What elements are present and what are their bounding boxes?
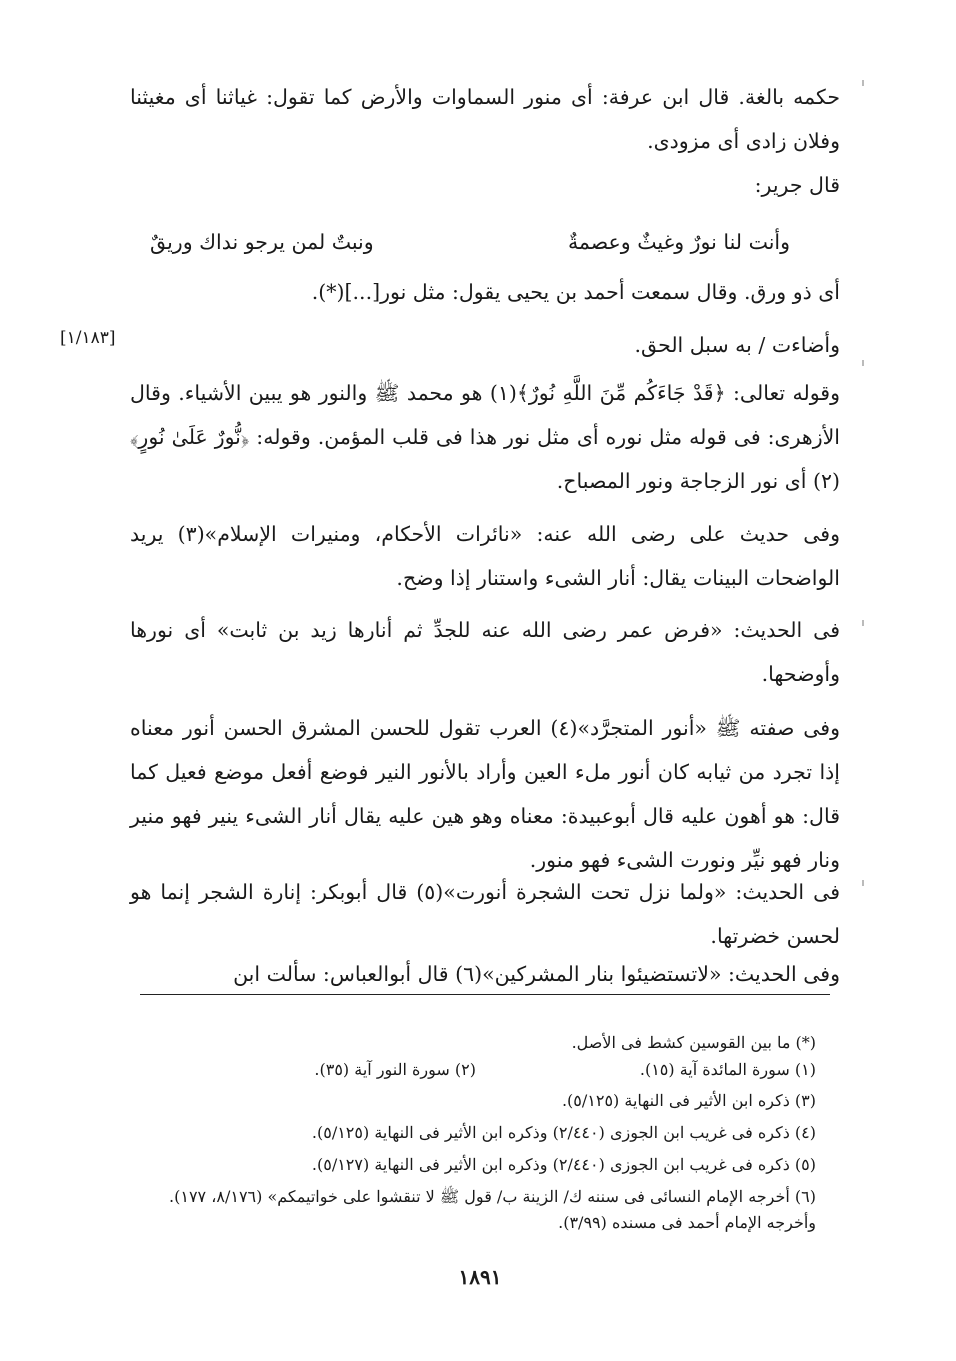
paragraph-hadith-umar: فى الحديث: «فرض عمر رضى الله عنه للجدِّ ثم أنارها زيد بن ثابت» أى نورها وأوضحها. [130, 618, 840, 686]
footnote-4: (٤) ذكره فى غريب ابن الجوزى (٢/٤٤٠) وذكره ابن الأثير فى النهاية (٥/١٢٥). [311, 1123, 816, 1142]
margin-tick [862, 880, 864, 886]
margin-tick [862, 360, 864, 366]
page-number: ١٨٩١ [458, 1265, 502, 1289]
footnote-5: (٥) ذكره فى غريب ابن الجوزى (٢/٤٤٠) وذكره ابن الأثير فى النهاية (٥/١٢٧). [311, 1155, 816, 1174]
footnote-divider [140, 994, 830, 995]
verse-hemistich-second: ونبتٌ لمن يرجو نداك وريقٌ [150, 230, 374, 254]
margin-tick [862, 80, 864, 86]
footnote-1: (١) سورة المائدة آية (١٥). [639, 1060, 816, 1079]
footnote-3: (٣) ذكره ابن الأثير فى النهاية (٥/١٢٥). [561, 1091, 816, 1110]
paragraph-hadith-ali: وفى حديث على رضى الله عنه: «نائرات الأحكام، ومنيرات الإسلام»(٣) يريد الواضحات البينات يقال: أنار الشىء واستنار إذا وضح. [130, 522, 840, 590]
paragraph-adaat: وأضاءت / به سبل الحق. [634, 333, 840, 357]
margin-marks [862, 60, 866, 1000]
footnote-star: (*) ما بين القوسين كشط فى الأصل. [571, 1033, 816, 1052]
paragraph-shajara: فى الحديث: «ولما نزل تحت الشجرة أنورت»(٥) قال أبوبكر: إنارة الشجر إنما هو لحسن خضرتها. [130, 880, 841, 948]
paragraph-jarir-intro: قال جرير: [754, 173, 840, 197]
footnote-row-1-2 [126, 1057, 816, 1083]
paragraph-intro: حكمه بالغة. قال ابن عرفة: أى منور السماوات والأرض كما تقول: غياثنا أى مغيثنا وفلان زادى أى مزودى. [130, 85, 840, 153]
paragraph-sifatuh: وفى صفته ﷺ «أنور المتجرَّد»(٤) العرب تقول للحسن المشرق الحسن أنور معناه إذا تجرد من ثيابه كان أنور ملء العين وأراد بالأنور النير فوضع أفعل موضع فعيل كما قال: هو أهون عليه قال أبوعبيدة: معناه وهو هين عليه يقال أنار الشىء ينير فهو منير ونار فهو نيِّر ونورت الشىء فهو منور. [130, 716, 840, 872]
verse-hemistich-first: وأنت لنا نورٌ وغيثٌ وعصمةٌ [567, 230, 790, 254]
paragraph-mushrikin: وفى الحديث: «لاتستضيئوا بنار المشركين»(٦) قال أبوالعباس: سألت ابن [233, 962, 840, 986]
paragraph-quran-nur: وقوله تعالى: ﴿قَدْ جَاءَكُم مِّنَ اللَّهِ نُورٌ﴾(١) هو محمد ﷺ والنور هو يبين الأشياء. وقال الأزهرى: فى قوله مثل نوره أى مثل نور هذا فى قلب المؤمن. وقوله: ﴿نُّورٌ عَلَىٰ نُورٍ﴾(٢) أى نور الزجاجة ونور المصباح. [130, 381, 841, 493]
poetry-verse [150, 220, 790, 264]
manuscript-folio-ref: [١/١٨٣] [60, 328, 116, 348]
footnote-6: (٦) أخرجه الإمام النسائى فى سننه ك/ الزينة ب/ قول ﷺ لا تنقشوا على خواتيمكم» (٨/١٧٦، ١٧٧). وأخرجه الإمام أحمد فى مسنده (٣/٩٩). [169, 1187, 816, 1232]
margin-tick [862, 620, 864, 626]
paragraph-dhu-waraq: أى ذو ورق. وقال سمعت أحمد بن يحيى يقول: مثل نور[...](*). [311, 280, 840, 304]
footnote-2: (٢) سورة النور آية (٣٥). [314, 1060, 476, 1079]
